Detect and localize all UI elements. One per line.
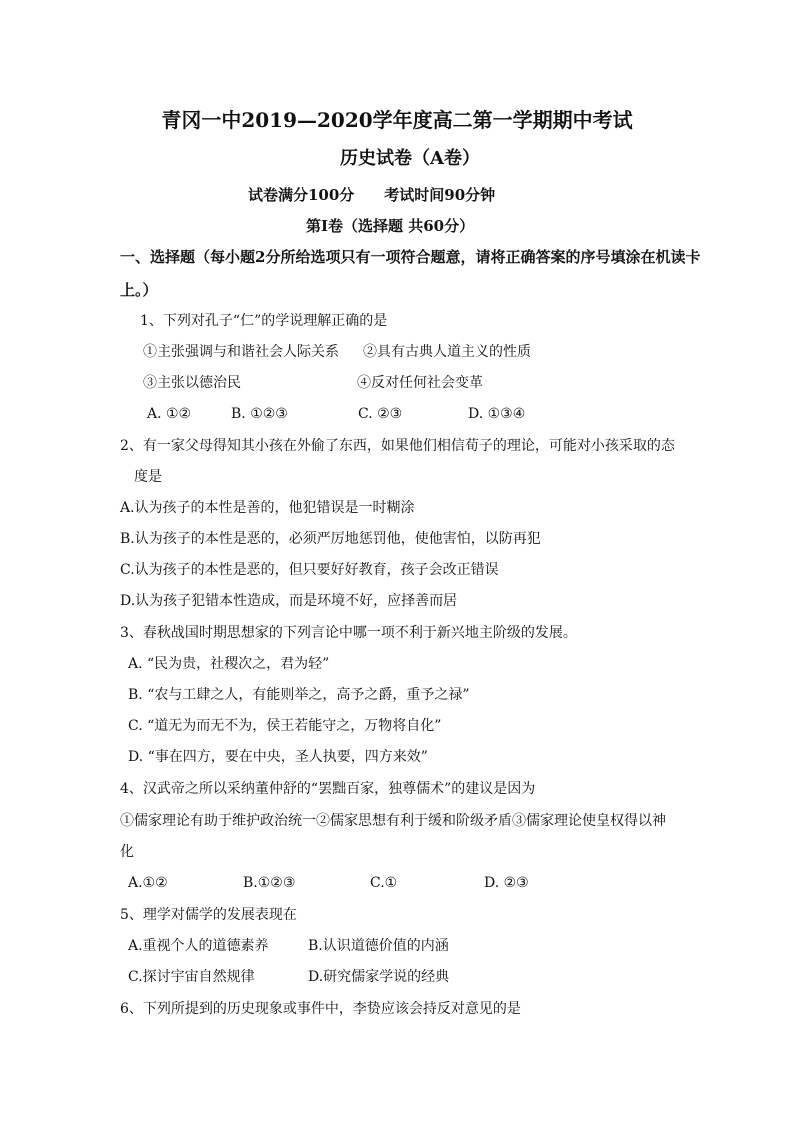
question-3-stem: 3、春秋战国时期思想家的下列言论中哪一项不利于新兴地主阶级的发展。 (120, 625, 577, 641)
question-4-option-a: A.①② (128, 875, 168, 891)
exam-subtitle: 历史试卷（A卷） (340, 148, 480, 169)
question-4-statements-line1: ①儒家理论有助于维护政治统一②儒家思想有利于缓和阶级矛盾③儒家理论使皇权得以神 (120, 813, 666, 829)
question-1-option-d: D. ①③④ (468, 406, 526, 422)
question-2-option-b: B.认为孩子的本性是恶的，必须严厉地惩罚他，使他害怕，以防再犯 (120, 531, 541, 547)
question-4-statements-line2: 化 (120, 844, 134, 860)
question-1-statement-3: ③主张以德治民 (143, 375, 241, 391)
question-1-option-c: C. ②③ (358, 406, 403, 422)
question-4-option-d: D. ②③ (484, 875, 529, 891)
section-heading-line2: 上。） (120, 281, 158, 299)
part-title: 第Ⅰ卷（选择题 共60分） (306, 217, 475, 235)
question-1-statement-2: ②具有古典人道主义的性质 (363, 344, 531, 360)
question-4-option-b: B.①②③ (243, 875, 296, 891)
question-3-option-b: B. “农与工肆之人，有能则举之，高予之爵，重予之禄” (128, 687, 470, 703)
exam-title: 青冈一中2019—2020学年度高二第一学期期中考试 (161, 108, 633, 132)
question-2-stem-line1: 2、有一家父母得知其小孩在外偷了东西，如果他们相信荀子的理论，可能对小孩采取的态 (120, 438, 675, 454)
question-2-option-d: D.认为孩子犯错本性造成，而是环境不好，应择善而居 (120, 593, 458, 609)
question-2-option-c: C.认为孩子的本性是恶的，但只要好好教育，孩子会改正错误 (120, 562, 499, 578)
question-6-stem: 6、下列所提到的历史现象或事件中，李贽应该会持反对意见的是 (120, 1001, 521, 1017)
question-1-option-a: A. ①② (147, 406, 192, 422)
question-5-stem: 5、理学对儒学的发展表现在 (120, 907, 297, 923)
question-2-stem-line2: 度是 (134, 469, 162, 485)
question-2-option-a: A.认为孩子的本性是善的，他犯错误是一时糊涂 (120, 500, 415, 516)
question-5-option-c: C.探讨宇宙自然规律 (128, 969, 255, 985)
question-3-option-d: D. “事在四方，要在中央，圣人执要，四方来效” (128, 749, 428, 765)
question-5-option-a: A.重视个人的道德素养 (128, 938, 269, 954)
question-4-stem: 4、汉武帝之所以采纳董仲舒的“罢黜百家，独尊儒术”的建议是因为 (120, 781, 536, 797)
question-1-stem: 1、下列对孔子“仁”的学说理解正确的是 (140, 313, 388, 329)
question-5-option-d: D.研究儒家学说的经典 (308, 969, 450, 985)
question-1-option-b: B. ①②③ (231, 406, 288, 422)
question-1-statement-1: ①主张强调与和谐社会人际关系 (143, 344, 339, 360)
question-5-option-b: B.认识道德价值的内涵 (308, 938, 449, 954)
question-3-option-c: C. “道无为而无不为，侯王若能守之，万物将自化” (128, 718, 442, 734)
question-1-statement-4: ④反对任何社会变革 (357, 375, 483, 391)
section-heading-line1: 一、选择题（每小题2分所给选项只有一项符合题意，请将正确答案的序号填涂在机读卡 (120, 248, 701, 266)
exam-info: 试卷满分100分 考试时间90分钟 (248, 186, 496, 204)
question-3-option-a: A. “民为贵，社稷次之，君为轻” (128, 656, 330, 672)
question-4-option-c: C.① (370, 875, 398, 891)
